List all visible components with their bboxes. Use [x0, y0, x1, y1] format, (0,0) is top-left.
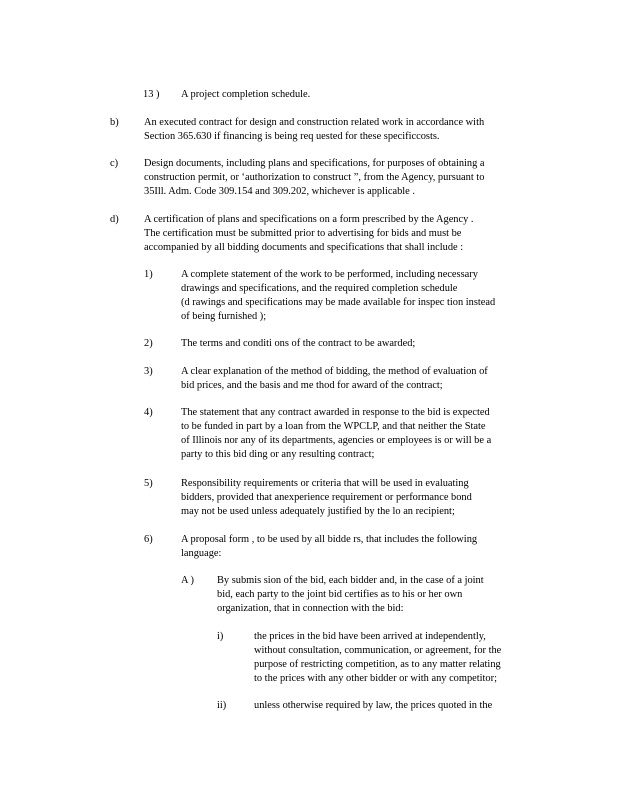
text-line: Section 365.630 if financing is being req uested for these specificcosts. — [144, 130, 440, 142]
text-line: of being furnished ); — [181, 310, 267, 322]
text-line: The statement that any contract awarded in response to the bid is expected — [181, 407, 490, 418]
item-label: 2) — [144, 338, 153, 349]
item-label: 13 ) — [143, 89, 160, 100]
text-line: A proposal form , to be used by all bidde rs, that includes the following — [181, 534, 478, 545]
text-line: without consultation, communication, or agreement, for the — [254, 644, 502, 656]
text-line: The certification must be submitted prior to advertising for bids and must be — [144, 227, 462, 239]
text-line: A project completion schedule. — [181, 89, 311, 100]
item-text — [144, 213, 544, 255]
text-line: may not be used unless adequately justified by the lo an recipient; — [181, 505, 455, 517]
item-text — [181, 477, 541, 519]
item-text — [181, 365, 541, 393]
item-label: A ) — [181, 575, 194, 586]
text-line: 35Ill. Adm. Code 309.154 and 309.202, whichever is applicable . — [144, 185, 415, 197]
text-line: accompanied by all bidding documents and specifications that shall include : — [144, 241, 464, 253]
text-line: the prices in the bid have been arrived at independently, — [254, 631, 486, 642]
item-label: 1) — [144, 269, 153, 280]
text-line: to be funded in part by a loan from the WPCLP, and that neither the State — [181, 420, 486, 432]
item-text — [144, 116, 544, 144]
text-line: drawings and specifications, and the required completion schedule — [181, 282, 458, 294]
text-line: An executed contract for design and construction related work in accordance with — [144, 117, 485, 128]
item-label: d) — [110, 214, 119, 225]
item-label: 3) — [144, 366, 153, 377]
text-line: bid, each party to the joint bid certifies as to his or her own — [217, 588, 463, 600]
item-label: 5) — [144, 478, 153, 489]
item-label: ii) — [217, 700, 227, 711]
text-line: construction permit, or ‘authorization to construct ”, from the Agency, pursuant to — [144, 171, 485, 183]
item-text — [144, 157, 544, 199]
text-line: purpose of restricting competition, as to any matter relating — [254, 658, 501, 670]
item-label: b) — [110, 117, 119, 128]
text-line: (d rawings and specifications may be made available for inspec tion instead — [181, 296, 496, 308]
text-line: Responsibility requirements or criteria that will be used in evaluating — [181, 478, 469, 489]
item-text — [181, 406, 551, 462]
text-line: A clear explanation of the method of bidding, the method of evaluation of — [181, 366, 488, 377]
item-text — [217, 574, 537, 616]
item-label: c) — [110, 158, 119, 169]
item-label: 6) — [144, 534, 153, 545]
item-text — [254, 699, 544, 713]
text-line: A certification of plans and specifications on a form prescribed by the Agency . — [144, 214, 474, 225]
item-text — [181, 533, 541, 561]
text-line: of Illinois nor any of its departments, agencies or employees is or will be a — [181, 434, 492, 446]
text-line: The terms and conditi ons of the contract to be awarded; — [181, 338, 416, 349]
text-line: bid prices, and the basis and me thod for award of the contract; — [181, 379, 443, 391]
item-text — [181, 268, 541, 324]
text-line: A complete statement of the work to be performed, including necessary — [181, 269, 478, 280]
text-line: unless otherwise required by law, the prices quoted in the — [254, 700, 493, 711]
text-line: By submis sion of the bid, each bidder and, in the case of a joint — [217, 575, 484, 586]
text-line: Design documents, including plans and specifications, for purposes of obtaining a — [144, 158, 485, 169]
item-label: i) — [217, 631, 224, 642]
text-line: organization, that in connection with the bid: — [217, 602, 404, 614]
text-line: language: — [181, 547, 222, 559]
item-label: 4) — [144, 407, 153, 418]
text-line: party to this bid ding or any resulting contract; — [181, 448, 375, 460]
text-line: bidders, provided that anexperience requirement or performance bond — [181, 491, 472, 503]
item-text — [181, 88, 481, 102]
item-text — [254, 630, 544, 686]
item-text — [181, 337, 541, 351]
text-line: to the prices with any other bidder or with any competitor; — [254, 672, 497, 684]
